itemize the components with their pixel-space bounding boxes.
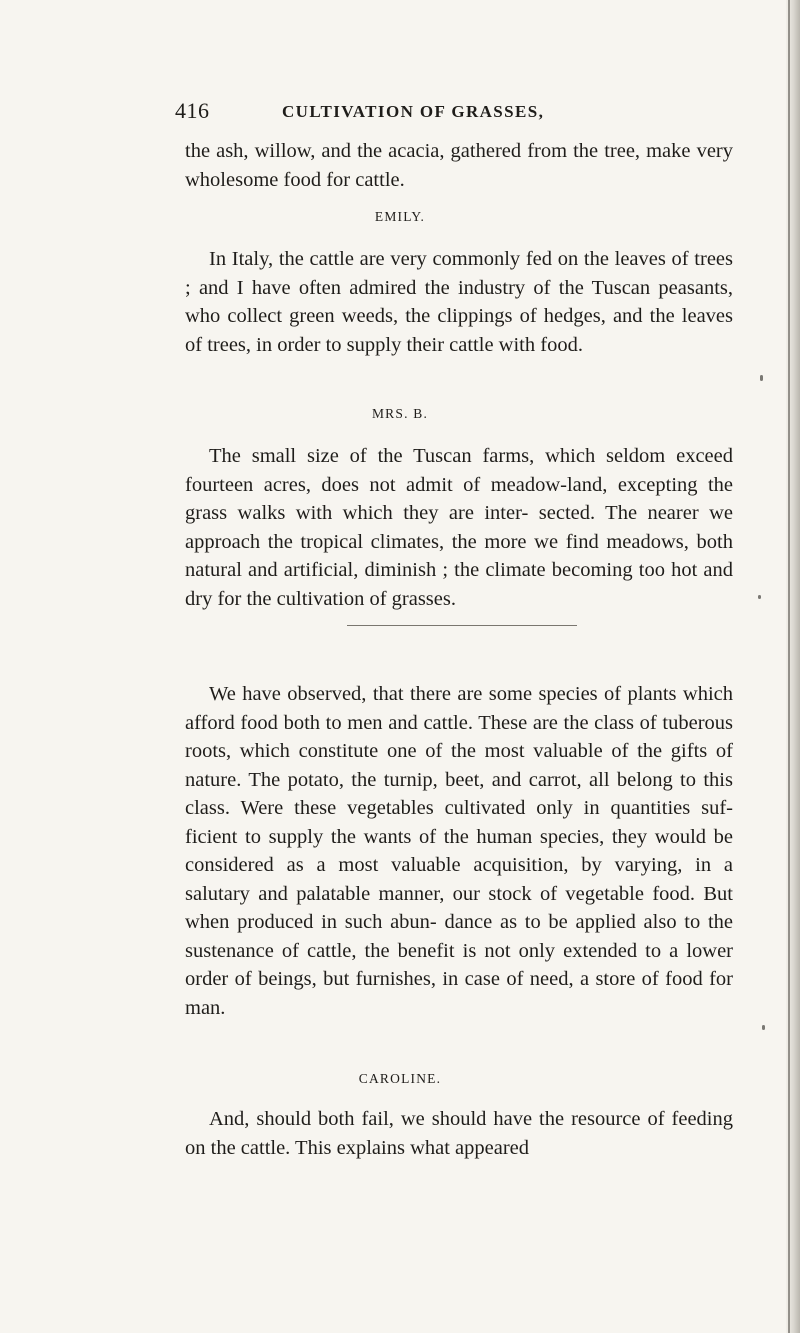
paragraph-tuberous-roots: We have observed, that there are some species of plants which afford food both to men and cattle. These are the class of tuberous roots, which constitute one of the most valuable of the gifts of nature. The potato, the turnip, beet, and carrot, all belong to this class. Were these vegetables cultivated only in quantities suf- ficient to supply the wants of the human species, they would be considered as a most valuable acquisition, by varying, in a salutary and palatable manner, our stock of vegetable food. But when produced in such abun- dance as to be applied also to the sustenance of cattle, the benefit is not only extended to a lower order of beings, but furnishes, in case of need, a store of food for man. bbox=[185, 683, 733, 1019]
page-header bbox=[0, 0, 800, 130]
paragraph-caroline: And, should both fail, we should have the resource of feeding on the cattle. This explains what appeared bbox=[185, 1108, 733, 1159]
paragraph-mrs-b: The small size of the Tuscan farms, which seldom exceed fourteen acres, does not admit of meadow-land, excepting the grass walks with which they are inter- sected. The nearer we approach the tropical climates, the more we find meadows, both natural and artificial, diminish ; the climate becoming too hot and dry for the cultivation of grasses. bbox=[185, 445, 733, 610]
paragraph-continuation: the ash, willow, and the acacia, gathered from the tree, make very wholesome food for cattle. bbox=[185, 140, 733, 191]
page-number: 416 bbox=[175, 98, 210, 123]
speaker-label-emily: EMILY. bbox=[374, 209, 426, 224]
paper-speck bbox=[762, 1025, 765, 1030]
speaker-label-mrs-b: MRS. B. bbox=[371, 406, 429, 421]
paper-speck bbox=[760, 375, 763, 381]
section-divider bbox=[347, 625, 577, 626]
paragraph-emily: In Italy, the cattle are very commonly fed on the leaves of trees ; and I have often admired the industry of the Tuscan peasants, who collect green weeds, the clippings of hedges, and the leaves of trees, in order to supply their cattle with food. bbox=[185, 248, 733, 356]
running-head: CULTIVATION OF GRASSES, bbox=[282, 102, 545, 121]
speaker-label-caroline: CAROLINE. bbox=[358, 1071, 442, 1086]
paper-speck bbox=[758, 595, 761, 599]
page-edge-line bbox=[788, 0, 790, 1333]
